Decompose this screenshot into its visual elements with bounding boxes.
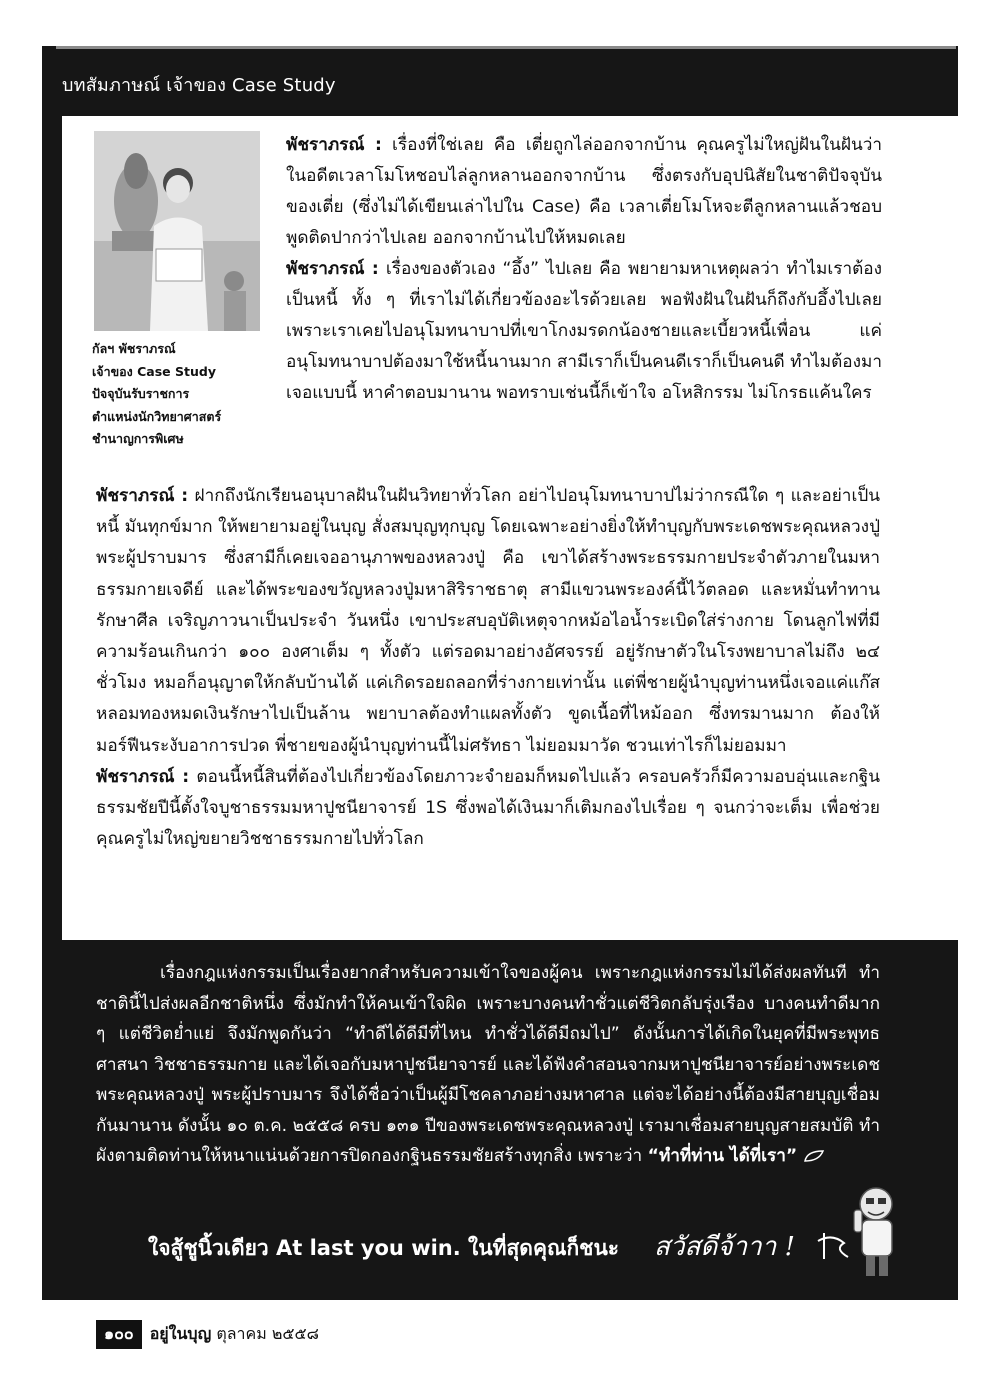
- caption-line: ชำนาญการพิเศษ: [92, 431, 184, 446]
- top-rule: [42, 36, 958, 46]
- photo-caption: [92, 338, 262, 451]
- speaker-label: พัชราภรณ์ :: [96, 486, 189, 506]
- leaf-icon: [803, 1149, 825, 1163]
- paragraph-text: เรื่องของตัวเอง “อึ้ง” ไปเลย คือ พยายามหาเหตุผลว่า ทำไมเราต้องเป็นหนี้ ทั้ง ๆ ที่เราไม่ได้เกี่ยวข้องอะไรด้วยเลย พอฟังฝันในฝันก็ถึงกับอึ้งไปเลย เพราะเราเคยไปอนุโมทนาบาปที่เขาโกงมรดกน้องชายและเบี้ยวหนี้เพื่อน แค่อนุโมทนาบาปต้องมาใช้หนี้นานมาก สามีเราก็เป็นคนดีเราก็เป็นคนดี ทำไมต้องมาเจอแบบนี้ หาคำตอบมานาน พอทราบเช่นนี้ก็เข้าใจ อโหสิกรรม ไม่โกรธแค้นใคร: [286, 259, 882, 403]
- paragraph-text: ตอนนี้หนี้สินที่ต้องไปเกี่ยวข้องโดยภาวะจำยอมก็หมดไปแล้ว ครอบครัวก็มีความอบอุ่นและกฐินธรรมชัยปีนี้ตั้งใจบูชาธรรมมหาปูชนียาจารย์ 1S ซึ่งพอได้เงินมาก็เติมกองไปเรื่อย ๆ จนกว่าจะเต็ม เพื่อช่วยคุณครูไม่ใหญ่ขยายวิชชาธรรมกายไปทั่วโลก: [96, 766, 880, 850]
- mascot-icon: [848, 1182, 908, 1282]
- page-footer: [96, 1320, 319, 1349]
- signature: [648, 1219, 858, 1269]
- page-number: ๑๐๐: [96, 1320, 142, 1349]
- speaker-label: พัชราภรณ์ :: [286, 135, 382, 155]
- summary-text: เรื่องกฎแห่งกรรมเป็นเรื่องยากสำหรับความเข้าใจของผู้คน เพราะกฎแห่งกรรมไม่ได้ส่งผลทันที ทำชาตินี้ไปส่งผลอีกชาติหนึ่ง ซึ่งมักทำให้คนเข้าใจผิด เพราะบางคนทำชั่วแต่ชีวิตกลับรุ่งเรือง บางคนทำดีมาก ๆ แต่ชีวิตย่ำแย่ จึงมักพูดกันว่า “ทำดีได้ดีมีที่ไหน ทำชั่วได้ดีมีถมไป” ดังนั้นการได้เกิดในยุคที่มีพระพุทธศาสนา วิชชาธรรมกาย และได้เจอกับมหาปูชนียาจารย์ และได้ฟังคำสอนจากมหาปูชนียาจารย์อย่างพระเดชพระคุณหลวงปู่ พระผู้ปราบมาร จึงได้ชื่อว่าเป็นผู้มีโชคลาภอย่างมหาศาล แต่จะได้อย่างนี้ต้องมีสายบุญเชื่อมกันมานาน ดังนั้น ๑๐ ต.ค. ๒๕๕๘ ครบ ๑๓๑ ปีของพระเดชพระคุณหลวงปู่ เรามาเชื่อมสายบุญสายสมบัติ ทำผังตามติดท่านให้หนาแน่นด้วยการปิดกองกฐินธรรมชัยสร้างทุกสิ่ง เพราะว่า: [96, 963, 880, 1166]
- caption-line: ตำแหน่งนักวิทยาศาสตร์: [92, 408, 222, 424]
- interviewee-photo: [94, 131, 260, 331]
- interview-paragraph: [286, 254, 882, 409]
- interview-paragraph: [96, 481, 880, 762]
- top-rule-line: [56, 46, 956, 49]
- magazine-name: อยู่ในบุญ: [149, 1324, 212, 1343]
- interview-column: [286, 130, 882, 409]
- photo-illustration: [94, 131, 260, 331]
- summary-quote: “ทำที่ท่าน ได้ที่เรา”: [647, 1146, 798, 1166]
- interview-paragraph: [96, 762, 880, 856]
- caption-line: เจ้าของ Case Study: [92, 363, 216, 379]
- slogan: ใจสู้ชูนิ้วเดียว At last you win. ในที่สุดคุณก็ชนะ: [148, 1236, 620, 1260]
- speaker-label: พัชราภรณ์ :: [96, 766, 190, 787]
- summary-paragraph: [96, 958, 880, 1172]
- section-title: บทสัมภาษณ์ เจ้าของ Case Study: [62, 75, 336, 96]
- speaker-label: พัชราภรณ์ :: [286, 259, 379, 279]
- signature-text: สวัสดีจ้าาา !: [654, 1232, 795, 1262]
- caption-line: กัลฯ พัชราภรณ์: [92, 341, 176, 356]
- interview-full-width: [96, 481, 880, 855]
- paragraph-text: ฝากถึงนักเรียนอนุบาลฝันในฝันวิทยาทั่วโลก อย่าไปอนุโมทนาบาปไม่ว่ากรณีใด ๆ และอย่าเป็นหนี้ มันทุกข์มาก ให้พยายามอยู่ในบุญ สั่งสมบุญทุกบุญ โดยเฉพาะอย่างยิ่งให้ทำบุญกับพระเดชพระคุณหลวงปู่ พระผู้ปราบมาร ซึ่งสามีก็เคยเจออานุภาพของหลวงปู่ คือ เขาได้สร้างพระธรรมกายประจำตัวภายในมหาธรรมกายเจดีย์ และได้พระของขวัญหลวงปู่มหาสิริราชธาตุ สามีแขวนพระองค์นี้ไว้ตลอด และหมั่นทำทาน รักษาศีล เจริญภาวนาเป็นประจำ วันหนึ่ง เขาประสบอุบัติเหตุจากหม้อไอน้ำระเบิดใส่ร่างกาย โดนลูกไฟที่มีความร้อนเกินกว่า ๑๐๐ องศาเต็ม ๆ ทั้งตัว แต่รอดมาอย่างอัศจรรย์ อยู่รักษาตัวในโรงพยาบาลไม่ถึง ๒๔ ชั่วโมง หมอก็อนุญาตให้กลับบ้านได้ แค่เกิดรอยถลอกที่ร่างกายเท่านั้น แต่พี่ชายผู้นำบุญท่านหนึ่งเจอแค่แก๊สหลอมทองหมดเงินรักษาไปเป็นล้าน พยาบาลต้องทำแผลทั้งตัว ขูดเนื้อที่ไหม้ออก ซึ่งทรมานมาก ต้องให้มอร์ฟีนระงับอาการปวด พี่ชายของผู้นำบุญท่านนี้ไม่ศรัทธา ไม่ยอมมาวัด ชวนเท่าไรก็ไม่ยอมมา: [96, 486, 880, 756]
- issue-date: ตุลาคม ๒๕๕๘: [216, 1324, 319, 1343]
- interview-paragraph: [286, 130, 882, 254]
- paragraph-text: เรื่องที่ใช่เลย คือ เตี่ยถูกไล่ออกจากบ้าน คุณครูไม่ใหญ่ฝันในฝันว่า ในอดีตเวลาโมโหชอบไล่ลูกหลานออกจากบ้าน ซึ่งตรงกับอุปนิสัยในชาติปัจจุบันของเตี่ย (ซึ่งไม่ได้เขียนเล่าไปใน Case) คือ เวลาเตี่ยโมโหจะตีลูกหลานแล้วชอบพูดติดปากว่าไปเลย ออกจากบ้านไปให้หมดเลย: [286, 135, 882, 248]
- caption-line: ปัจจุบันรับราชการ: [92, 386, 190, 401]
